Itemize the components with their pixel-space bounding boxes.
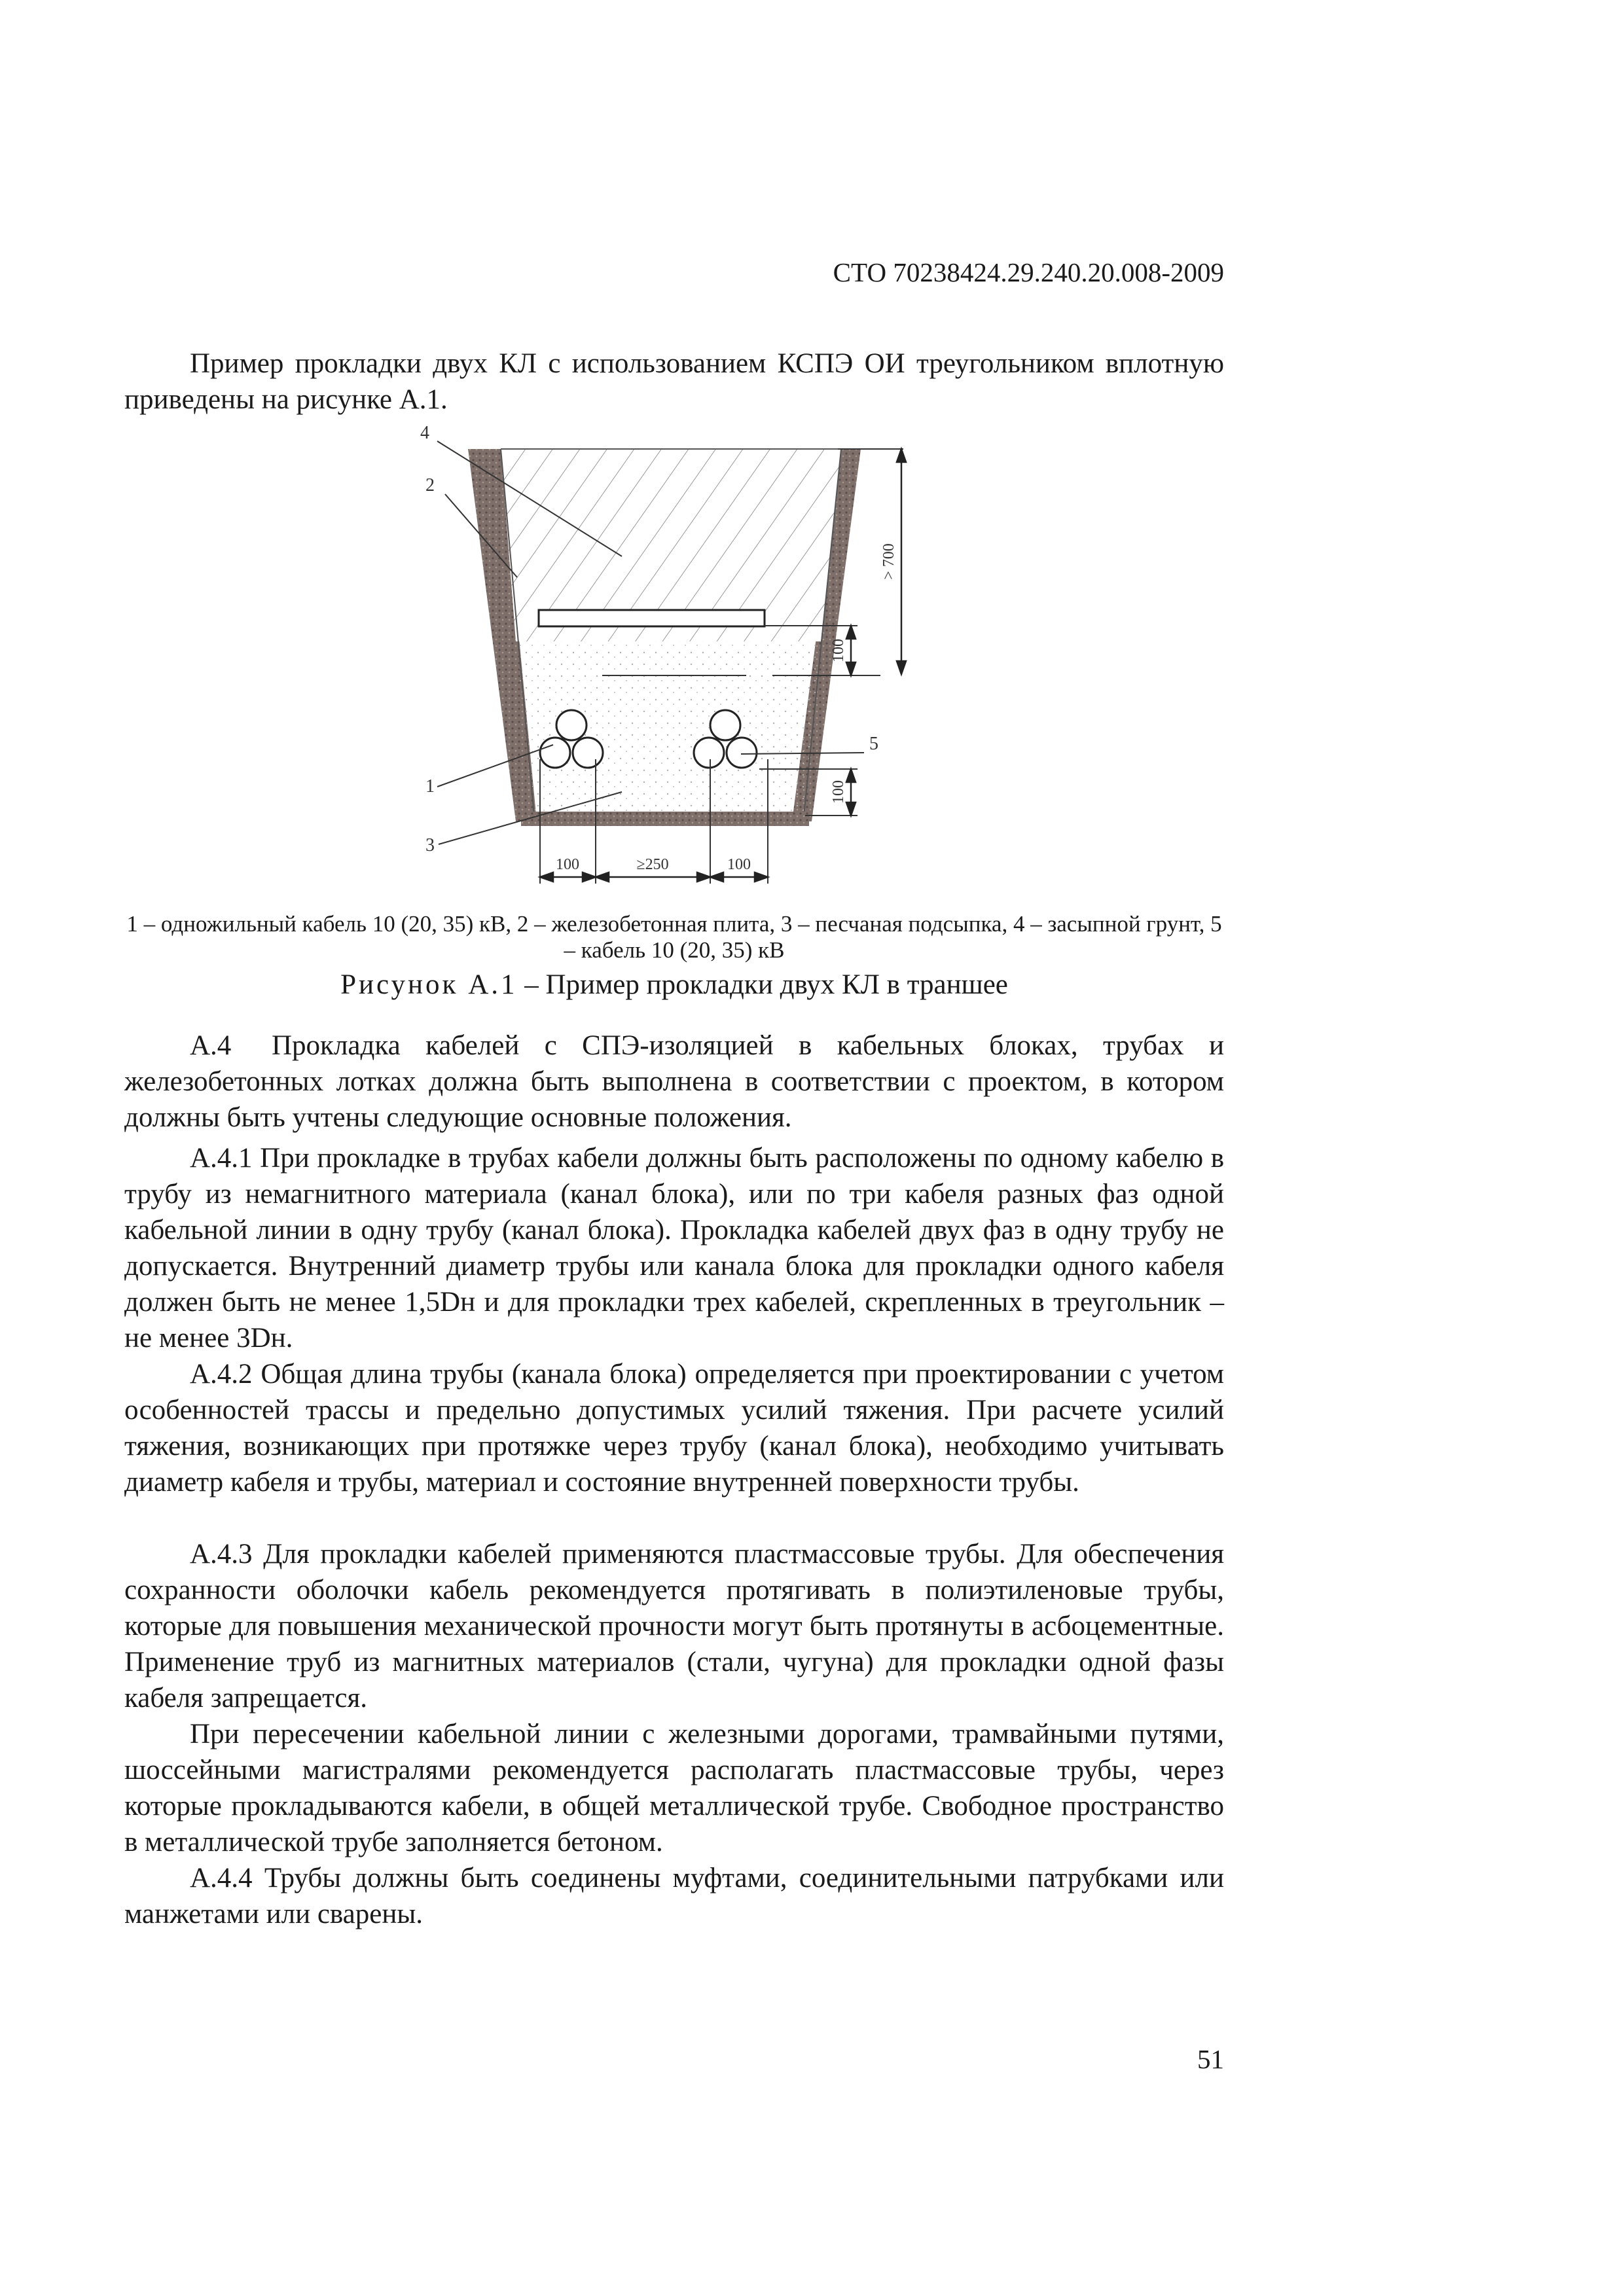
callout-2: 2 bbox=[425, 475, 435, 495]
dim-left-edge: 100 bbox=[556, 856, 579, 873]
section-a4 bbox=[124, 1028, 1224, 1136]
figure-caption-label: Рисунок А.1 bbox=[340, 969, 518, 1000]
callout-3: 3 bbox=[425, 835, 435, 855]
dim-between: ≥250 bbox=[636, 856, 669, 873]
concrete-slab bbox=[539, 610, 765, 626]
figure-legend: 1 – одножильный кабель 10 (20, 35) кВ, 2 – железобетонная плита, 3 – песчаная подсыпка, 4 – засыпной грунт, 5 – кабель 10 (20, 35) кВ bbox=[126, 911, 1222, 963]
dim-right-edge: 100 bbox=[727, 856, 751, 873]
section-a4-2-text: Общая длина трубы (канала блока) определяется при проектировании с учетом особенностей трассы и предельно допустимых усилий тяжения. При расчете усилий тяжения, возникающих при протяжке через трубу (канал блока), необходимо учитывать диаметр кабеля и трубы, материал и состояние внутренней поверхности трубы. bbox=[124, 1359, 1225, 1498]
section-a4-4 bbox=[124, 1860, 1224, 1932]
section-a4-4-number: А.4.4 bbox=[190, 1863, 253, 1893]
section-a4-1 bbox=[124, 1140, 1224, 1356]
trench-diagram bbox=[406, 425, 1060, 910]
callout-1: 1 bbox=[425, 776, 435, 797]
trench-bottom bbox=[521, 812, 809, 826]
section-crossing-paragraph: При пересечении кабельной линии с железными дорогами, трамвайными путями, шоссейными магистралями рекомендуется располагать пластмассовые трубы, через которые прокладываются кабели, в общей металлической трубе. Свободное пространство в металлической трубе заполняется бетоном. bbox=[124, 1719, 1224, 1857]
section-a4-3-number: А.4.3 bbox=[190, 1539, 253, 1570]
figure-caption-text: – Пример прокладки двух КЛ в траншее bbox=[517, 969, 1008, 1000]
section-a4-3-text: Для прокладки кабелей применяются пластмассовые трубы. Для обеспечения сохранности оболочки кабель рекомендуется протягивать в полиэтиленовые трубы, которые для повышения механической прочности могут быть протянуты в асбоцементные. Применение труб из магнитных материалов (стали, чугуна) для прокладки одной фазы кабеля запрещается. bbox=[124, 1539, 1225, 1713]
intro-paragraph: Пример прокладки двух КЛ с использованием КСПЭ ОИ треугольником вплотную приведены на рисунке А.1. bbox=[124, 348, 1224, 415]
section-a4-1-number: А.4.1 bbox=[190, 1143, 253, 1174]
figure-caption bbox=[124, 969, 1224, 1001]
section-a4-2-number: А.4.2 bbox=[190, 1359, 253, 1390]
section-a4-1-text: При прокладке в трубах кабели должны быть расположены по одному кабелю в трубу из немагнитного материала (канал блока), или по три кабеля разных фаз одной кабельной линии в одну трубу (канал блока). Прокладка кабелей двух фаз в одну трубу не допускается. Внутренний диаметр трубы или канала блока для прокладки одного кабеля должен быть не менее 1,5Dн и для прокладки трех кабелей, скрепленных в треугольник – не менее 3Dн. bbox=[124, 1143, 1225, 1354]
callout-4: 4 bbox=[420, 425, 429, 443]
dim-slab-gap: 100 bbox=[830, 639, 847, 662]
document-code-header: СТО 70238424.29.240.20.008-2009 bbox=[833, 257, 1224, 287]
section-a4-text: Прокладка кабелей с СПЭ-изоляцией в кабельных блоках, трубах и железобетонных лотках должна быть выполнена в соответствии с проектом, в котором должны быть учтены следующие основные положения. bbox=[124, 1030, 1224, 1133]
callout-5: 5 bbox=[869, 734, 878, 754]
dim-bottom-gap: 100 bbox=[830, 780, 847, 804]
page-number: 51 bbox=[1197, 2044, 1224, 2074]
section-a4-2 bbox=[124, 1356, 1224, 1500]
section-a4-4-text: Трубы должны быть соединены муфтами, соединительными патрубками или манжетами или сварены. bbox=[124, 1863, 1225, 1929]
section-a4-3 bbox=[124, 1536, 1224, 1716]
dim-depth: > 700 bbox=[880, 543, 897, 580]
section-a4-number: А.4 bbox=[190, 1030, 232, 1061]
